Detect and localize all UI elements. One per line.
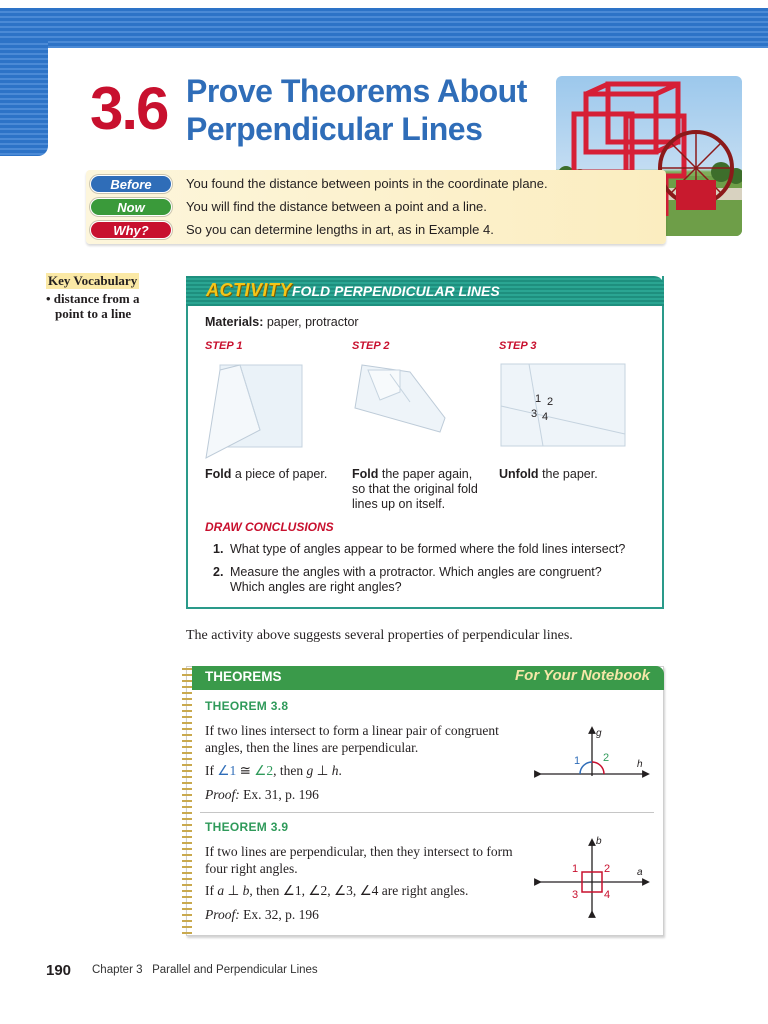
t39-fig-4: 4 — [604, 889, 611, 901]
t38-fig-1: 1 — [574, 755, 581, 767]
theorem-3-8-figure — [532, 724, 652, 784]
t38-g: g — [306, 763, 314, 778]
theorem-3-9-name: THEOREM 3.9 — [205, 820, 289, 834]
step3-illustration — [499, 362, 629, 448]
step3-caption-rest: the paper. — [542, 467, 598, 481]
question-2-text: Measure the angles with a protractor. Which angles are congruent? Which angles are right angles? — [230, 565, 602, 594]
theorem-3-9-proof — [205, 907, 319, 923]
activity-title: FOLD PERPENDICULAR LINES — [292, 283, 500, 299]
now-text: You will find the distance between a point and a line. — [186, 199, 487, 214]
theorem-3-9-statement — [205, 883, 468, 899]
question-2-number: 2. — [213, 565, 224, 579]
question-2 — [213, 565, 633, 595]
step2-caption-verb: Fold — [352, 467, 379, 481]
step1-illustration — [200, 360, 310, 465]
t39-fig-1: 1 — [572, 863, 579, 875]
notebook-spiral — [182, 668, 192, 934]
theorem-3-8-name: THEOREM 3.8 — [205, 699, 289, 713]
step3-angle-3: 3 — [531, 408, 538, 420]
key-vocabulary-item-line1: • distance from a — [46, 291, 140, 306]
section-number: 3.6 — [90, 75, 168, 142]
t38-h: h — [331, 763, 339, 778]
t39-fig-b: b — [596, 836, 602, 847]
question-1-number: 1. — [213, 542, 224, 556]
before-tag: Before — [90, 175, 172, 193]
t38-end: . — [338, 763, 342, 778]
step1-label: STEP 1 — [205, 340, 243, 352]
step3-caption — [499, 467, 639, 482]
why-text: So you can determine lengths in art, as in Example 4. — [186, 222, 494, 237]
theorem-3-9-text: If two lines are perpendicular, then they intersect to form four right angles. — [205, 844, 513, 876]
t39-b: b — [242, 883, 250, 898]
t38-proof-label: Proof: — [205, 787, 240, 802]
theorem-3-8-text: If two lines intersect to form a linear pair of congruent angles, then the lines are perpendicular. — [205, 723, 499, 755]
materials-line — [205, 315, 359, 329]
t39-fig-2: 2 — [604, 863, 611, 875]
t38-if: If — [205, 763, 218, 778]
top-band — [0, 8, 768, 48]
page-number: 190 — [46, 962, 72, 979]
materials-list: paper, protractor — [266, 315, 359, 329]
chapter-footer: Chapter 3 Parallel and Perpendicular Lines — [92, 964, 318, 976]
step1-caption-rest: a piece of paper. — [234, 467, 328, 481]
t39-perp: ⊥ — [224, 883, 243, 898]
before-text: You found the distance between points in the coordinate plane. — [186, 176, 548, 191]
materials-label: Materials: — [205, 315, 264, 329]
step3-angle-4: 4 — [542, 411, 549, 423]
t38-fig-2: 2 — [603, 752, 610, 764]
t39-if: If — [205, 883, 218, 898]
section-tab — [0, 40, 48, 156]
draw-conclusions-title: DRAW CONCLUSIONS — [205, 520, 334, 534]
step2-label: STEP 2 — [352, 340, 390, 352]
step1-caption — [205, 467, 345, 482]
now-tag: Now — [90, 198, 172, 216]
t38-then: , then — [273, 763, 307, 778]
theorems-header-label: THEOREMS — [205, 669, 282, 684]
step1-caption-verb: Fold — [205, 467, 232, 481]
key-vocabulary-title: Key Vocabulary — [48, 273, 138, 288]
intro-paragraph: The activity above suggests several properties of perpendicular lines. — [186, 628, 573, 643]
t38-fig-h: h — [637, 759, 643, 770]
question-1-text: What type of angles appear to be formed where the fold lines intersect? — [230, 542, 626, 556]
step3-caption-verb: Unfold — [499, 467, 539, 481]
theorem-3-8-proof — [205, 787, 319, 803]
step3-angle-2: 2 — [547, 396, 554, 408]
t38-proof-ref: Ex. 31, p. 196 — [243, 787, 319, 802]
t39-proof-label: Proof: — [205, 907, 240, 922]
t39-proof-ref: Ex. 32, p. 196 — [243, 907, 319, 922]
section-title-line2: Perpendicular Lines — [186, 111, 483, 147]
question-1 — [213, 542, 633, 557]
why-tag: Why? — [90, 221, 172, 239]
step2-caption — [352, 467, 482, 512]
theorem-3-9-figure — [532, 836, 652, 918]
key-vocabulary-item — [46, 291, 176, 321]
t39-a: a — [217, 883, 225, 898]
theorem-divider — [200, 812, 654, 813]
t39-fig-a: a — [637, 867, 643, 878]
step2-illustration — [350, 360, 460, 440]
section-title — [186, 72, 546, 148]
t38-angle2: ∠2 — [254, 763, 274, 778]
t39-rest: , then ∠1, ∠2, ∠3, ∠4 are right angles. — [249, 883, 469, 898]
step3-label: STEP 3 — [499, 340, 537, 352]
section-title-line1: Prove Theorems About — [186, 73, 527, 109]
t38-cong: ≅ — [236, 763, 255, 778]
t38-perp: ⊥ — [313, 763, 332, 778]
step2-caption-rest: the paper again, so that the original fold lines up on itself. — [352, 467, 478, 511]
activity-label: ACTIVITY — [206, 280, 293, 300]
t39-fig-3: 3 — [572, 889, 579, 901]
key-vocabulary-item-line2: point to a line — [55, 306, 132, 321]
t38-angle1: ∠1 — [217, 763, 237, 778]
t38-fig-g: g — [596, 728, 602, 739]
for-your-notebook: For Your Notebook — [515, 667, 650, 684]
step3-angle-1: 1 — [535, 393, 542, 405]
theorem-3-8-statement — [205, 763, 342, 779]
